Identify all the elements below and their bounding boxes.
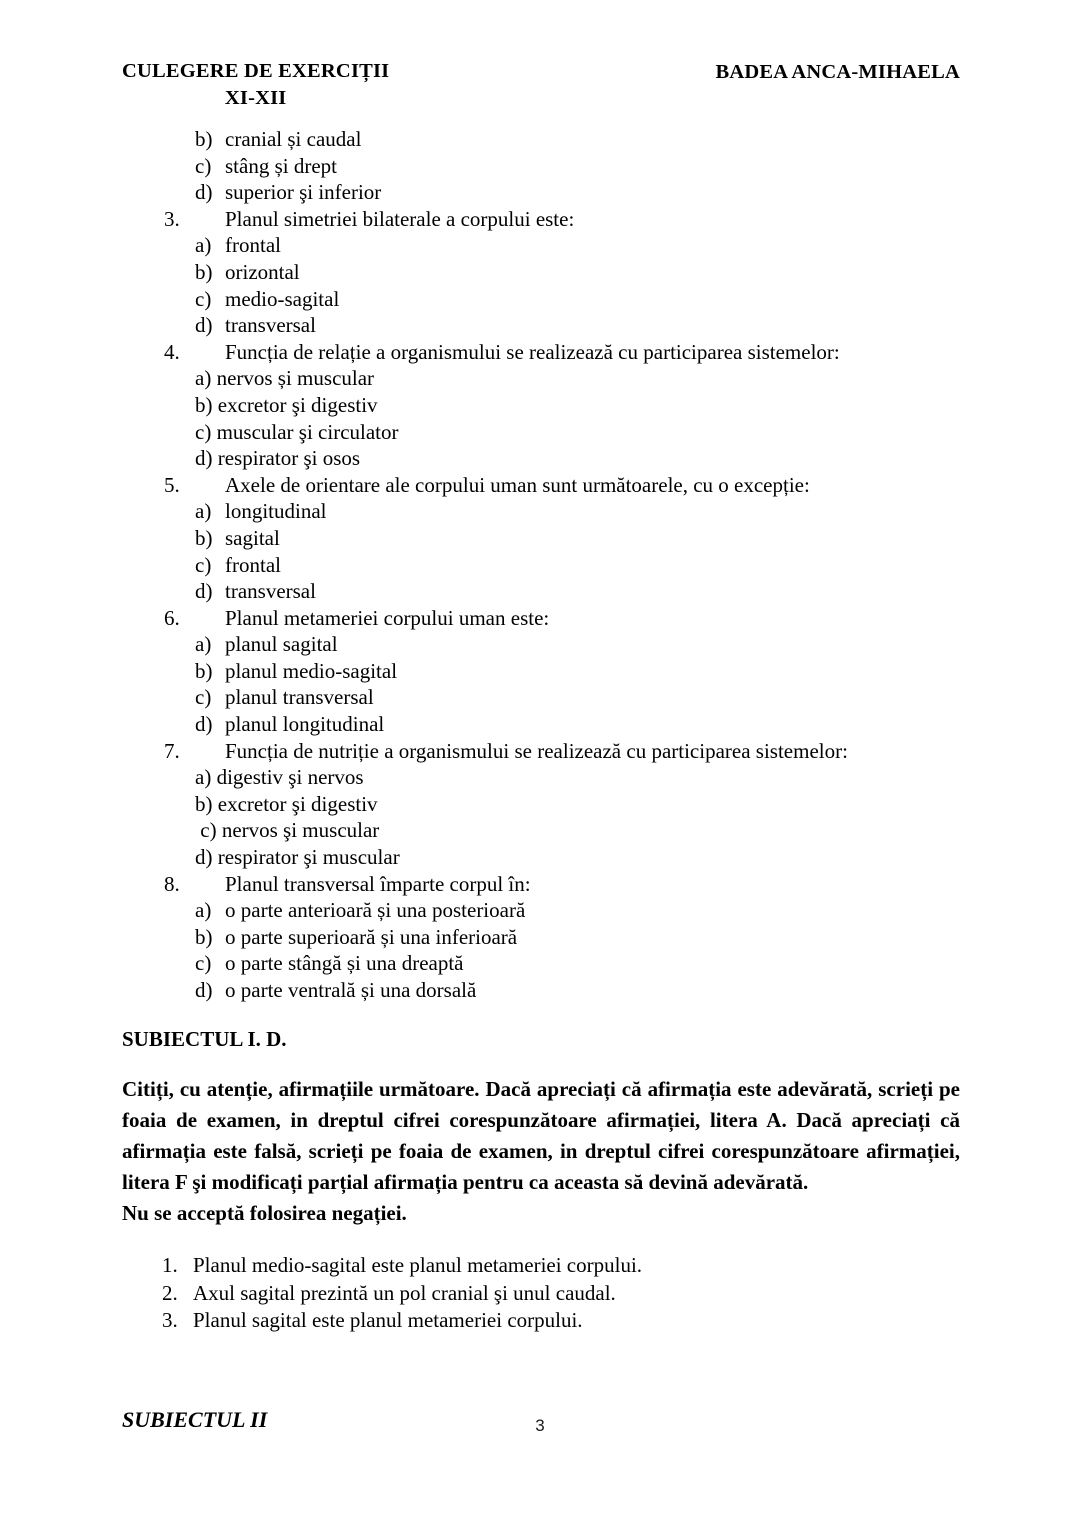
option-row (0, 631, 1080, 658)
statement-item (0, 1307, 1080, 1335)
option-letter: b) (195, 525, 213, 550)
option-text: superior şi inferior (225, 180, 382, 205)
section-heading-subiectul-i-d: SUBIECTUL I. D. (122, 1026, 287, 1051)
option-row (0, 153, 1080, 180)
option-text: frontal (225, 552, 281, 577)
option-row (0, 897, 1080, 924)
question-line (0, 871, 1080, 898)
option-text: cranial și caudal (225, 127, 362, 151)
option-letter: d) (195, 579, 213, 604)
option-letter: a) (195, 499, 212, 524)
option-row: d) respirator şi muscular (195, 845, 400, 870)
statement-marker: 2. (162, 1280, 178, 1305)
option-row (0, 232, 1080, 259)
option-letter: d) (195, 978, 213, 1002)
question-text: Planul metameriei corpului uman este: (225, 605, 550, 630)
option-text: planul longitudinal (225, 712, 385, 737)
option-letter: b) (195, 259, 213, 284)
option-letter: b) (195, 924, 213, 949)
header-author: BADEA ANCA-MIHAELA (715, 61, 960, 83)
question-item (0, 871, 1080, 1004)
option-row: c) muscular şi circulator (195, 419, 399, 444)
question-marker: 8. (164, 871, 180, 896)
question-marker: 4. (164, 339, 180, 364)
option-letter: c) (195, 153, 212, 178)
header-title-line2: XI-XII (224, 87, 287, 110)
statement-text: Axul sagital prezintă un pol cranial şi unul caudal. (193, 1280, 616, 1305)
question-marker: 5. (164, 472, 180, 497)
option-letter: a) (195, 632, 212, 657)
option-row (0, 711, 1080, 738)
statement-marker: 3. (162, 1308, 178, 1333)
question-item (0, 206, 1080, 339)
option-row (0, 259, 1080, 286)
option-text: o parte stângă și una dreaptă (225, 951, 464, 976)
option-row: d) respirator şi osos (195, 446, 361, 471)
option-row: a) digestiv şi nervos (195, 765, 364, 790)
option-text: medio-sagital (225, 286, 340, 311)
question-line (0, 472, 1080, 499)
question-marker: 3. (164, 206, 180, 231)
option-row (0, 552, 1080, 579)
option-row (0, 658, 1080, 685)
option-text: stâng și drept (225, 153, 337, 178)
option-text: planul transversal (225, 685, 374, 710)
question-line (0, 605, 1080, 632)
option-letter: c) (195, 286, 212, 311)
question-text: Axele de orientare ale corpului uman sunt următoarele, cu o excepție: (225, 472, 810, 497)
page-number: 3 (535, 1416, 545, 1435)
option-letter: a) (195, 233, 212, 258)
question-text: Funcția de nutriție a organismului se realizează cu participarea sistemelor: (225, 738, 848, 763)
option-text: o parte ventrală și una dorsală (225, 978, 477, 1002)
option-letter: d) (195, 313, 213, 338)
question-item (0, 339, 1080, 472)
option-text: sagital (225, 525, 280, 550)
question-text: Planul simetriei bilaterale a corpului este: (225, 206, 575, 231)
instructions-paragraph (122, 1074, 960, 1229)
option-row (0, 498, 1080, 525)
option-row (0, 977, 1080, 1004)
option-text: planul medio-sagital (225, 658, 398, 683)
option-text: longitudinal (225, 499, 327, 524)
option-text: transversal (225, 313, 316, 338)
option-row: b) excretor şi digestiv (195, 392, 378, 417)
option-text: transversal (225, 579, 316, 604)
statement-text: Planul medio-sagital este planul metameriei corpului. (193, 1253, 643, 1278)
question-line (0, 339, 1080, 366)
option-row (0, 126, 1080, 153)
option-row (0, 312, 1080, 339)
option-text: orizontal (225, 259, 300, 284)
statement-item (0, 1280, 1080, 1308)
option-row (0, 578, 1080, 605)
option-letter: a) (195, 898, 212, 923)
option-letter: c) (195, 951, 212, 976)
question-line (0, 738, 1080, 765)
header-title-line1: CULEGERE DE EXERCIȚII (122, 60, 390, 82)
option-letter: d) (195, 180, 213, 205)
option-text: planul sagital (225, 632, 338, 657)
question-item (0, 472, 1080, 605)
instructions-last-line: Nu se acceptă folosirea negației. (122, 1201, 407, 1226)
section-heading-subiectul-ii: SUBIECTUL II (122, 1406, 268, 1432)
option-text: o parte anterioară și una posterioară (225, 898, 526, 923)
question-marker: 7. (164, 738, 180, 763)
option-row (0, 179, 1080, 206)
option-row: c) nervos şi muscular (195, 818, 380, 843)
question-line (0, 206, 1080, 233)
instructions-main-text: Citiți, cu atenție, afirmațiile următoare. Dacă apreciați că afirmația este adevărată, scrieți pe foaia de examen, in dreptul cifrei corespunzătoare afirmației, litera A. Dacă apreciați că afirmația este falsă, scrieți pe foaia de examen, in dreptul cifrei corespunzătoare afirmației, litera F şi modificați parțial afirmația pentru ca aceasta să devină adevărată. (122, 1077, 960, 1195)
option-letter: b) (195, 127, 213, 151)
option-row (0, 286, 1080, 313)
option-letter: c) (195, 685, 212, 710)
option-row (0, 525, 1080, 552)
question-text: Planul transversal împarte corpul în: (225, 871, 531, 896)
option-row (0, 684, 1080, 711)
question-marker: 6. (164, 605, 180, 630)
statement-text: Planul sagital este planul metameriei corpului. (193, 1308, 583, 1333)
option-letter: b) (195, 658, 213, 683)
option-text: o parte superioară și una inferioară (225, 924, 518, 949)
question-item (0, 605, 1080, 738)
option-row: b) excretor şi digestiv (195, 791, 378, 816)
statement-item (0, 1252, 1080, 1280)
question-text: Funcția de relație a organismului se realizează cu participarea sistemelor: (225, 339, 840, 364)
question-item (0, 738, 1080, 871)
option-row: a) nervos și muscular (195, 366, 375, 391)
option-letter: c) (195, 552, 212, 577)
option-text: frontal (225, 233, 281, 258)
statement-marker: 1. (162, 1253, 178, 1278)
true-false-statement-list (0, 1252, 1080, 1335)
document-header (122, 58, 960, 112)
document-body (0, 126, 1080, 1433)
header-title-block (122, 58, 389, 112)
option-row (0, 924, 1080, 951)
option-letter: d) (195, 712, 213, 737)
question-continuation (0, 126, 1080, 206)
option-row (0, 950, 1080, 977)
